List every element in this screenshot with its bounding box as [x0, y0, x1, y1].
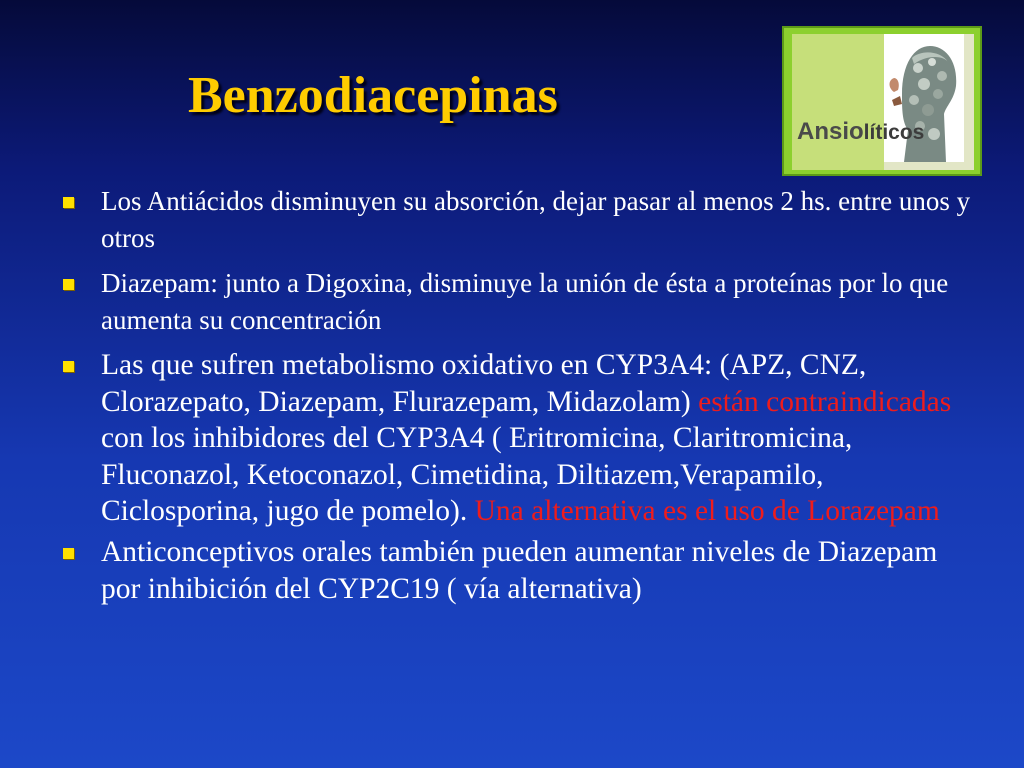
bullet-item-cyp3a4: [58, 347, 978, 530]
thumbnail-green-panel: [792, 34, 884, 170]
bullet-list: [58, 183, 978, 608]
thumbnail-panel: [792, 34, 974, 170]
thumbnail-title-part1: Ansio: [797, 118, 864, 145]
square-bullet-icon: [63, 361, 74, 372]
square-bullet-icon: [63, 279, 74, 290]
highlight-lorazepam: Una alternativa es el uso de Lorazepam: [474, 495, 940, 527]
bullet-item-diazepam-digoxina: [58, 265, 978, 339]
square-bullet-icon: [63, 197, 74, 208]
bullet-text: Diazepam: junto a Digoxina, disminuye la unión de ésta a proteínas por lo que aumenta su concentración: [101, 268, 949, 335]
slide-title: Benzodiacepinas: [188, 67, 558, 124]
highlight-contraindicadas: están contraindicadas: [698, 385, 952, 418]
bullet-text: Anticonceptivos orales también pueden aumentar niveles de Diazepam por inhibición del CYP2C19 ( vía alternativa): [101, 535, 938, 605]
thumbnail-title-part2: líticos: [863, 121, 925, 144]
ansioliticos-thumbnail: [782, 26, 982, 176]
bullet-text: Los Antiácidos disminuyen su absorción, dejar pasar al menos 2 hs. entre unos y otros: [101, 186, 971, 253]
bullet-item-anticonceptivos: [58, 534, 978, 608]
bullet-text-part3: con los inhibidores del CYP3A4 ( Eritromicina, Claritromicina, Fluconazol, Ketoconazol, Cimetidina, Diltiazem,Verapamilo, Ciclosporina, jugo de pomelo).: [101, 422, 853, 527]
bullet-item-antiacidos: [58, 183, 978, 257]
thumbnail-title: [797, 118, 924, 146]
bullet-text-part1: Las que sufren metabolismo oxidativo en CYP3A4: (APZ, CNZ, Clorazepato, Diazepam, Flurazepam, Midazolam): [101, 349, 867, 418]
square-bullet-icon: [63, 548, 74, 559]
